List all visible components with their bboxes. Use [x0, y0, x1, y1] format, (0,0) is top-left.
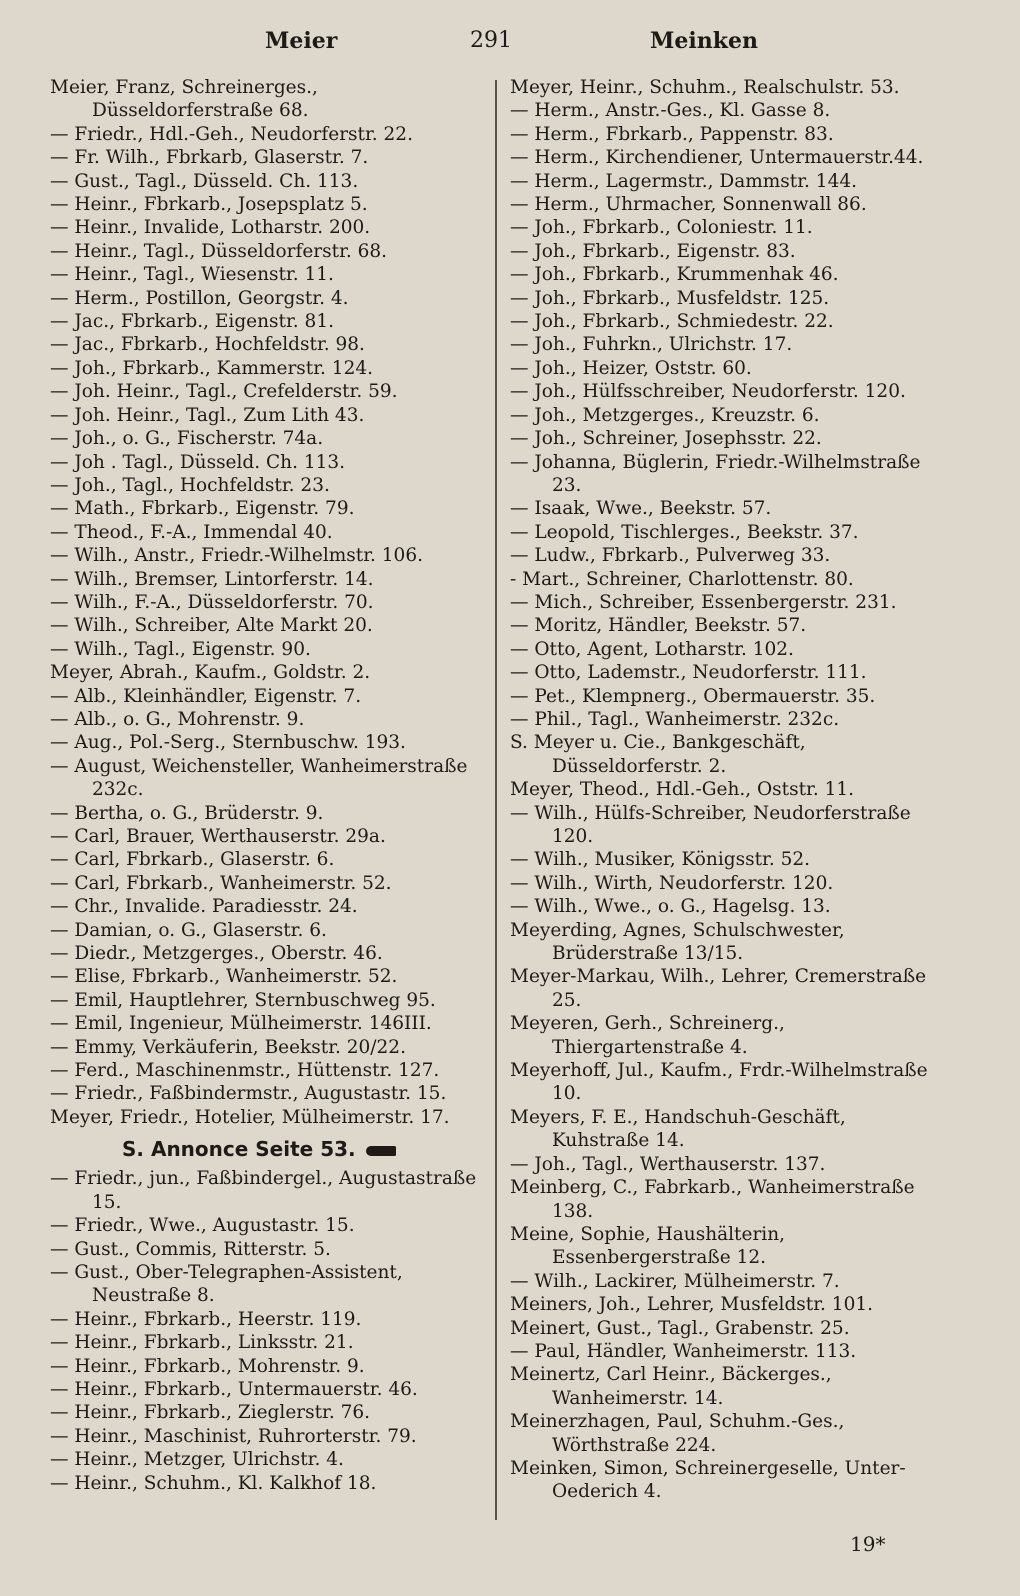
directory-entry: — Gust., Tagl., Düsseld. Ch. 113. — [50, 170, 359, 192]
directory-entry: — Wilh., Tagl., Eigenstr. 90. — [50, 638, 311, 660]
directory-entry: Meyeren, Gerh., Schreinerg., Thiergartenstraße 4. — [510, 1013, 785, 1058]
directory-entry: — Herm., Kirchendiener, Untermauerstr.44. — [510, 147, 924, 169]
annonce-text: S. Annonce Seite 53. — [122, 1137, 356, 1162]
directory-entry: — Wilh., F.-A., Düsseldorferstr. 70. — [50, 591, 374, 613]
left-column — [50, 76, 480, 1495]
directory-entry: — Mich., Schreiber, Essenbergerstr. 231. — [510, 591, 897, 613]
column-divider — [495, 80, 497, 1520]
directory-entry: — Carl, Brauer, Werthauserstr. 29a. — [50, 826, 386, 847]
directory-entry: — Wilh., Wwe., o. G., Hagelsg. 13. — [510, 896, 831, 918]
directory-entry: — Bertha, o. G., Brüderstr. 9. — [50, 802, 324, 824]
directory-entry: — Joh. Heinr., Tagl., Crefelderstr. 59. — [50, 381, 398, 403]
page-number: 291 — [470, 28, 512, 53]
directory-entry: Meyers, F. E., Handschuh-Geschäft, Kuhstraße 14. — [510, 1106, 846, 1152]
directory-entry: — Gust., Ober-Telegraphen-Assistent, Neustraße 8. — [50, 1261, 403, 1307]
directory-entry: — Diedr., Metzgerges., Oberstr. 46. — [50, 943, 383, 965]
directory-entry: — Aug., Pol.-Serg., Sternbuschw. 193. — [50, 732, 406, 754]
directory-entry: — Wilh., Anstr., Friedr.-Wilhelmstr. 106. — [50, 545, 423, 567]
directory-entry: — Moritz, Händler, Beekstr. 57. — [510, 615, 807, 637]
directory-entry: Meinken, Simon, Schreinergeselle, Unter-Oederich 4. — [510, 1457, 906, 1503]
directory-entry: Meyer, Friedr., Hotelier, Mülheimerstr. 17. — [50, 1106, 450, 1128]
directory-entry: — August, Weichensteller, Wanheimerstraße 232c. — [50, 755, 468, 801]
directory-entry: — Heinr., Fbrkarb., Heerstr. 119. — [50, 1308, 362, 1330]
directory-entry: Meinerzhagen, Paul, Schuhm.-Ges., Wörthstraße 224. — [510, 1411, 845, 1456]
directory-entry: — Heinr., Invalide, Lotharstr. 200. — [50, 217, 371, 239]
directory-entry: — Jac., Fbrkarb., Eigenstr. 81. — [50, 311, 334, 333]
directory-entry: — Alb., Kleinhändler, Eigenstr. 7. — [50, 685, 362, 707]
directory-entry: — Joh . Tagl., Düsseld. Ch. 113. — [50, 451, 346, 473]
directory-entry: — Carl, Fbrkarb., Glaserstr. 6. — [50, 849, 335, 871]
directory-entry: — Herm., Fbrkarb., Pappenstr. 83. — [510, 123, 834, 145]
directory-entry: — Joh., Fbrkarb., Coloniestr. 11. — [510, 217, 813, 239]
directory-entry: — Heinr., Tagl., Düsseldorferstr. 68. — [50, 240, 388, 262]
directory-entry: — Damian, o. G., Glaserstr. 6. — [50, 919, 327, 941]
directory-entry: — Heinr., Fbrkarb., Josepsplatz 5. — [50, 194, 368, 216]
directory-entry: — Pet., Klempnerg., Obermauerstr. 35. — [510, 685, 876, 707]
directory-entry: — Joh., Fbrkarb., Musfeldstr. 125. — [510, 287, 830, 309]
directory-entry: — Joh., Fbrkarb., Kammerstr. 124. — [50, 357, 374, 379]
directory-entry: Meinert, Gust., Tagl., Grabenstr. 25. — [510, 1317, 850, 1339]
directory-entry: — Isaak, Wwe., Beekstr. 57. — [510, 498, 772, 520]
directory-entry: — Math., Fbrkarb., Eigenstr. 79. — [50, 498, 355, 520]
directory-entry: - Mart., Schreiner, Charlottenstr. 80. — [510, 568, 854, 590]
directory-entry: — Wilh., Wirth, Neudorferstr. 120. — [510, 872, 834, 894]
directory-entry: — Joh., Fuhrkn., Ulrichstr. 17. — [510, 334, 793, 356]
directory-entry: — Joh., Heizer, Oststr. 60. — [510, 357, 752, 379]
directory-entry: — Heinr., Tagl., Wiesenstr. 11. — [50, 264, 334, 286]
directory-entry: Meinberg, C., Fabrkarb., Wanheimerstraße 138. — [510, 1177, 915, 1222]
directory-entry: Meyer, Theod., Hdl.-Geh., Oststr. 11. — [510, 779, 855, 801]
directory-entry: — Herm., Anstr.-Ges., Kl. Gasse 8. — [510, 100, 831, 122]
directory-entry: — Heinr., Fbrkarb., Linksstr. 21. — [50, 1332, 354, 1354]
directory-entry: Meyer, Abrah., Kaufm., Goldstr. 2. — [50, 662, 371, 684]
header-left-keyword: Meier — [265, 28, 338, 54]
directory-entry: Meinertz, Carl Heinr., Bäckerges., Wanheimerstr. 14. — [510, 1364, 832, 1409]
directory-entry: — Chr., Invalide. Paradiesstr. 24. — [50, 896, 358, 918]
directory-entry: — Herm., Lagermstr., Dammstr. 144. — [510, 170, 858, 192]
directory-entry: — Wilh., Schreiber, Alte Markt 20. — [50, 615, 373, 637]
pointing-hand-icon — [366, 1146, 396, 1156]
directory-entry: — Heinr., Fbrkarb., Untermauerstr. 46. — [50, 1378, 418, 1400]
directory-entry: S. Meyer u. Cie., Bankgeschäft, Düsseldorferstr. 2. — [510, 732, 806, 777]
directory-entry: — Wilh., Musiker, Königsstr. 52. — [510, 849, 811, 871]
directory-entry: — Joh., Fbrkarb., Schmiedestr. 22. — [510, 311, 834, 333]
directory-entry: — Joh., Tagl., Hochfeldstr. 23. — [50, 474, 330, 496]
directory-entry: Meier, Franz, Schreinerges., Düsseldorferstraße 68. — [50, 77, 318, 122]
directory-entry: — Heinr., Fbrkarb., Mohrenstr. 9. — [50, 1355, 365, 1377]
directory-entry: — Emil, Ingenieur, Mülheimerstr. 146III. — [50, 1013, 432, 1035]
directory-entry: — Paul, Händler, Wanheimerstr. 113. — [510, 1340, 857, 1362]
directory-entry: — Joh., Schreiner, Josephsstr. 22. — [510, 428, 822, 450]
directory-entry: Meyer, Heinr., Schuhm., Realschulstr. 53. — [510, 77, 900, 98]
directory-entry: — Otto, Lademstr., Neudorferstr. 111. — [510, 662, 867, 684]
directory-entry: — Heinr., Fbrkarb., Zieglerstr. 76. — [50, 1402, 371, 1424]
directory-entry: — Joh. Heinr., Tagl., Zum Lith 43. — [50, 404, 365, 426]
directory-entry: — Heinr., Schuhm., Kl. Kalkhof 18. — [50, 1472, 377, 1494]
directory-entry: — Friedr., Wwe., Augustastr. 15. — [50, 1215, 355, 1237]
annonce-notice — [122, 1135, 480, 1163]
right-entries — [510, 76, 940, 1504]
directory-entry: — Emil, Hauptlehrer, Sternbuschweg 95. — [50, 989, 436, 1011]
directory-entry: Meyerhoff, Jul., Kaufm., Frdr.-Wilhelmstraße 10. — [510, 1060, 928, 1105]
directory-entry: — Emmy, Verkäuferin, Beekstr. 20/22. — [50, 1036, 406, 1058]
directory-entry: — Herm., Postillon, Georgstr. 4. — [50, 287, 349, 309]
directory-entry: — Phil., Tagl., Wanheimerstr. 232c. — [510, 708, 840, 730]
directory-entry: — Joh., Fbrkarb., Krummenhak 46. — [510, 264, 839, 286]
directory-entry: — Alb., o. G., Mohrenstr. 9. — [50, 708, 305, 730]
directory-entry: — Theod., F.-A., Immendal 40. — [50, 521, 333, 543]
directory-entry: Meyerding, Agnes, Schulschwester, Brüderstraße 13/15. — [510, 919, 845, 965]
directory-entry: — Johanna, Büglerin, Friedr.-Wilhelmstraße 23. — [510, 451, 921, 496]
directory-entry: — Gust., Commis, Ritterstr. 5. — [50, 1238, 331, 1260]
directory-entry: — Herm., Uhrmacher, Sonnenwall 86. — [510, 194, 867, 216]
directory-entry: — Joh., Tagl., Werthauserstr. 137. — [510, 1153, 826, 1175]
header-right-keyword: Meinken — [650, 28, 758, 54]
directory-entry: — Heinr., Metzger, Ulrichstr. 4. — [50, 1449, 344, 1471]
directory-entry: — Friedr., jun., Faßbindergel., Augustastraße 15. — [50, 1168, 477, 1213]
right-column — [510, 76, 940, 1504]
directory-entry: — Ferd., Maschinenmstr., Hüttenstr. 127. — [50, 1060, 440, 1082]
directory-entry: — Ludw., Fbrkarb., Pulverweg 33. — [510, 545, 831, 567]
directory-entry: Meyer-Markau, Wilh., Lehrer, Cremerstraße 25. — [510, 966, 927, 1011]
signature-mark: 19* — [850, 1532, 886, 1556]
directory-entry: Meine, Sophie, Haushälterin, Essenbergerstraße 12. — [510, 1223, 785, 1269]
directory-entry: — Wilh., Hülfs-Schreiber, Neudorferstraße 120. — [510, 802, 911, 847]
directory-entry: — Friedr., Hdl.-Geh., Neudorferstr. 22. — [50, 123, 413, 145]
directory-entry: — Leopold, Tischlerges., Beekstr. 37. — [510, 521, 859, 543]
directory-entry: — Carl, Fbrkarb., Wanheimerstr. 52. — [50, 872, 392, 894]
directory-entry: — Wilh., Bremser, Lintorferstr. 14. — [50, 568, 374, 590]
directory-entry: — Heinr., Maschinist, Ruhrorterstr. 79. — [50, 1425, 417, 1447]
directory-entry: — Joh., Fbrkarb., Eigenstr. 83. — [510, 240, 796, 262]
directory-entry: — Otto, Agent, Lotharstr. 102. — [510, 638, 794, 660]
directory-entry: Meiners, Joh., Lehrer, Musfeldstr. 101. — [510, 1294, 873, 1316]
directory-entry: — Joh., Metzgerges., Kreuzstr. 6. — [510, 404, 820, 426]
left-entries — [50, 76, 480, 1129]
directory-entry: — Jac., Fbrkarb., Hochfeldstr. 98. — [50, 334, 365, 356]
directory-entry: — Elise, Fbrkarb., Wanheimerstr. 52. — [50, 966, 398, 988]
directory-entry: — Wilh., Lackirer, Mülheimerstr. 7. — [510, 1270, 840, 1292]
directory-entry: — Fr. Wilh., Fbrkarb, Glaserstr. 7. — [50, 147, 369, 169]
directory-entry: — Friedr., Faßbindermstr., Augustastr. 15. — [50, 1083, 447, 1105]
directory-entry: — Joh., Hülfsschreiber, Neudorferstr. 120. — [510, 381, 906, 403]
directory-entry: — Joh., o. G., Fischerstr. 74a. — [50, 428, 324, 450]
left-entries-after-notice — [50, 1167, 480, 1495]
